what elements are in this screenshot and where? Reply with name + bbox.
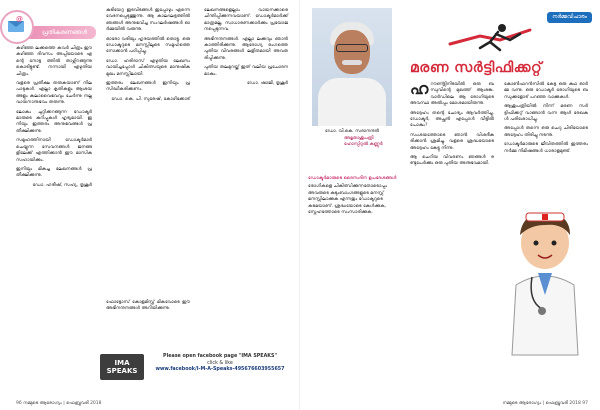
letter-text: ലോകം ചുറ്റിക്കറങ്ങുന്ന ഡോക്ടർമാരുടെ കുറിപ്പുകൾ ഹൃദ്യമായി. ഇനിയും ഇത്തരം അനുഭവങ്ങൾ പ്രതീക്ഷിക്കുന്നു. <box>16 109 92 134</box>
article-text: ആശുപത്രിയിൽ നിന്ന് മരണ സർട്ടിഫിക്കറ്റ് വാങ്ങാൻ വന്ന ആൾ രേഖകൾ പരിശോധിച്ചു. <box>504 104 588 123</box>
article-text: കോൺഫറൻസിൽ കേട്ട ഒരു കഥ ഓർമ്മ വന്നു. ഒരു ഡോക്ടർ രോഗിയുടെ ബന്ധുക്കളോട് പറഞ്ഞ വാക്കുകൾ. <box>504 82 588 100</box>
section-tag: നർമ്മവിചാരം <box>547 12 592 23</box>
letter-text: ഓരോ വരിയും ഹൃദയത്തിൽ തൊട്ടു. ഒരു ഡോക്ടറുടെ മനസ്സിലൂടെ സമൂഹത്തെ നോക്കാൻ പഠിപ്പിച്ചു. <box>106 36 190 55</box>
mail-icon: @ <box>0 10 34 44</box>
section-banner: പ്രതികരണങ്ങൾ <box>16 26 96 39</box>
doctor-illustration-icon <box>502 205 588 365</box>
letter-text: വളരെ പ്രതീക്ഷ തരുകയാണ് നിലപാടുകൾ. എല്ലാ കൃതികളും ആശയങ്ങളും കലാവൈഭവവും ചേർന്നു നല്ല വായനാനുഭവം തരുന്നു. <box>16 81 92 106</box>
letter-text: പുതിയ തലമുറയ്ക്ക് ഇത് വലിയ പ്രചോദനമാകും. <box>204 65 288 77</box>
letter-signature: ഡോ. ഹരീഷ്, സഹ്യ, തൃശൂർ <box>32 182 92 188</box>
letter-text: കുടിയേറ്റ ഇടവിടങ്ങൾ ഇപ്പോഴും എന്നെ വേദനപ്പെടുത്തുന്നു. ആ കാലഘട്ടത്തിൽ ഞങ്ങൾ അനുഭവിച്ച സംഘർഷങ്ങൾ ഓർമ്മയിൽ വരുന്നു. <box>106 8 190 33</box>
drop-cap: ഹ <box>410 79 429 98</box>
running-figure-icon <box>440 22 550 52</box>
facebook-url[interactable]: www.facebook/I-M-A-Speaks-495676603955657 <box>155 367 285 372</box>
author-affiliation: അമൃതാശുപത്രി ഹോസ്പിറ്റൽ കണ്ണൂർ <box>344 136 383 147</box>
letters-column-1 <box>16 46 92 192</box>
side-quote <box>308 176 400 216</box>
facebook-title: Please open facebook page "IMA SPEAKS" <box>163 354 277 359</box>
letters-column-3 <box>204 8 288 90</box>
page-footer-right: നമ്മുടെ ആരോഗ്യം | ഫെബ്രുവരി 2018 97 <box>502 401 588 406</box>
article-text: അദ്ദേഹം തന്റെ ചോദ്യം ആവർത്തിച്ചു. ഡോക്ടർ, അച്ഛൻ എപ്പോൾ വീട്ടിൽ പോകും? <box>410 110 494 129</box>
article-text: റൗണ്ട്സിനിടയിൽ ഒരു ബന്ധുവിന്റെ മുഖത്ത് ആശങ്ക. വാർഡിലെ ആ രോഗിയുടെ അവസ്ഥ അൽപ്പം മോശമായിരുന്നു. <box>410 82 494 107</box>
article-text: ആ ചെറിയ വിവരണം ഞങ്ങൾ രണ്ടുപേർക്കും ഒരു പുതിയ അനുഭവമായി. <box>410 155 494 167</box>
ima-speaks-badge: IMA SPEAKS <box>100 354 144 380</box>
photo-note <box>106 300 190 316</box>
article-headline: മരണ സർട്ടിഫിക്കറ്റ് <box>410 60 543 76</box>
note-text: ഫോട്ടോസ് കോളമിസ്റ്റ് മികവോടെ ഈ അഭിനന്ദനങ്ങൾ അറിയിക്കുന്നു. <box>106 300 190 312</box>
letter-text: സമൂഹത്തിനായി ഡോക്ടർമാർ ചെയ്യുന്ന സേവനങ്ങൾ ജനങ്ങളിലേക്ക് എത്തിക്കാൻ ഈ മാസിക സഹായിക്കും. <box>16 138 92 163</box>
quote-heading: ഡോക്ടർമാരുടെ ദൈനംദിന ഉപദേശങ്ങൾ <box>308 176 397 181</box>
facebook-subtitle: click & like <box>207 360 233 366</box>
quote-body: രോഗികളെ ചികിത്സിക്കുന്നതോടൊപ്പം അവരുടെ കുടുംബാംഗങ്ങളുടെ മനസ്സ് മനസ്സിലാക്കുക എന്നതും ഡോക്ടറുടെ കടമയാണ്. ശ്രദ്ധയോടെ കേൾക്കുക, സ്നേഹത്തോടെ സംസാരിക്കുക. <box>308 184 388 216</box>
photo-caption: ഡോ. വി.കെ. സദാനന്ദൻ <box>325 129 379 134</box>
article-text: സംശയത്തോടെ ഞാൻ വിശദീകരിക്കാൻ ശ്രമിച്ചു. വളരെ ശ്രദ്ധയോടെ അദ്ദേഹം കേട്ടു നിന്നു. <box>410 132 494 151</box>
page-footer-left: 96 നമ്മുടെ ആരോഗ്യം | ഫെബ്രുവരി 2018 <box>16 401 102 406</box>
letter-text: ഇത്തരം ലേഖനങ്ങൾ ഇനിയും പ്രസിദ്ധീകരിക്കണം. <box>106 81 190 93</box>
letter-text: കഴിഞ്ഞ ലക്കത്തെ കവർ ചിത്രം ഈ കഴിഞ്ഞ ദിവസം അപ്പിയോടെ എന്റെ നോട്ട ത്തിൽ താഴ്ന്നിറങ്ങുന്നു കൊടിട്ടുണ്ട്. നന്നായി എഴുതിയ ചിത്രം. <box>16 46 92 77</box>
article-column-b <box>504 82 588 200</box>
letter-signature: ഡോ. ഷാജി, തൃശൂർ <box>246 81 288 87</box>
letter-signature: ഡോ. കെ. പി. സുരേഷ്, കോഴിക്കോട് <box>111 96 190 102</box>
letter-text: അഭിനന്ദനങ്ങൾ. എല്ലാ ലക്കവും ഞാൻ കാത്തിരിക്കുന്നു. ആരോഗ്യ രംഗത്തെ പുതിയ വിവരങ്ങൾ ലളിതമായി അവതരിപ്പിക്കുന്നു. <box>204 36 288 61</box>
facebook-note <box>150 354 290 374</box>
article-text: അപ്പോൾ തന്നെ ഒരു ചെറു ചിരിയോടെ അദ്ദേഹം തിരിച്ചു നടന്നു. <box>504 126 588 138</box>
author-photo <box>312 8 392 126</box>
article-text: ഡോക്ടർമാരുടെ ജീവിതത്തിൽ ഇത്തരം നർമ്മ നിമിഷങ്ങൾ ധാരാളമുണ്ട്. <box>504 142 588 154</box>
letter-text: ലേഖനങ്ങളെല്ലാം വായനക്കാരെ ചിന്തിപ്പിക്കുന്നവയാണ്. ഡോക്ടർമാർക്ക് മാത്രമല്ല, സാധാരണക്കാർക്കും പ്രയോജനപ്പെടുന്നവ. <box>204 8 288 33</box>
letter-text: ഡോ. ഹരിദാസ് എഴുതിയ ലേഖനം വായിച്ചപ്പോൾ ചികിത്സയുടെ മാനുഷിക മുഖം മനസ്സിലായി. <box>106 58 190 77</box>
letters-column-2 <box>106 8 190 106</box>
letter-text: ഇനിയും മികച്ച ലേഖനങ്ങൾ പ്രതീക്ഷിക്കുന്നു. <box>16 166 92 179</box>
article-column-a <box>410 79 494 171</box>
right-page <box>300 0 600 410</box>
